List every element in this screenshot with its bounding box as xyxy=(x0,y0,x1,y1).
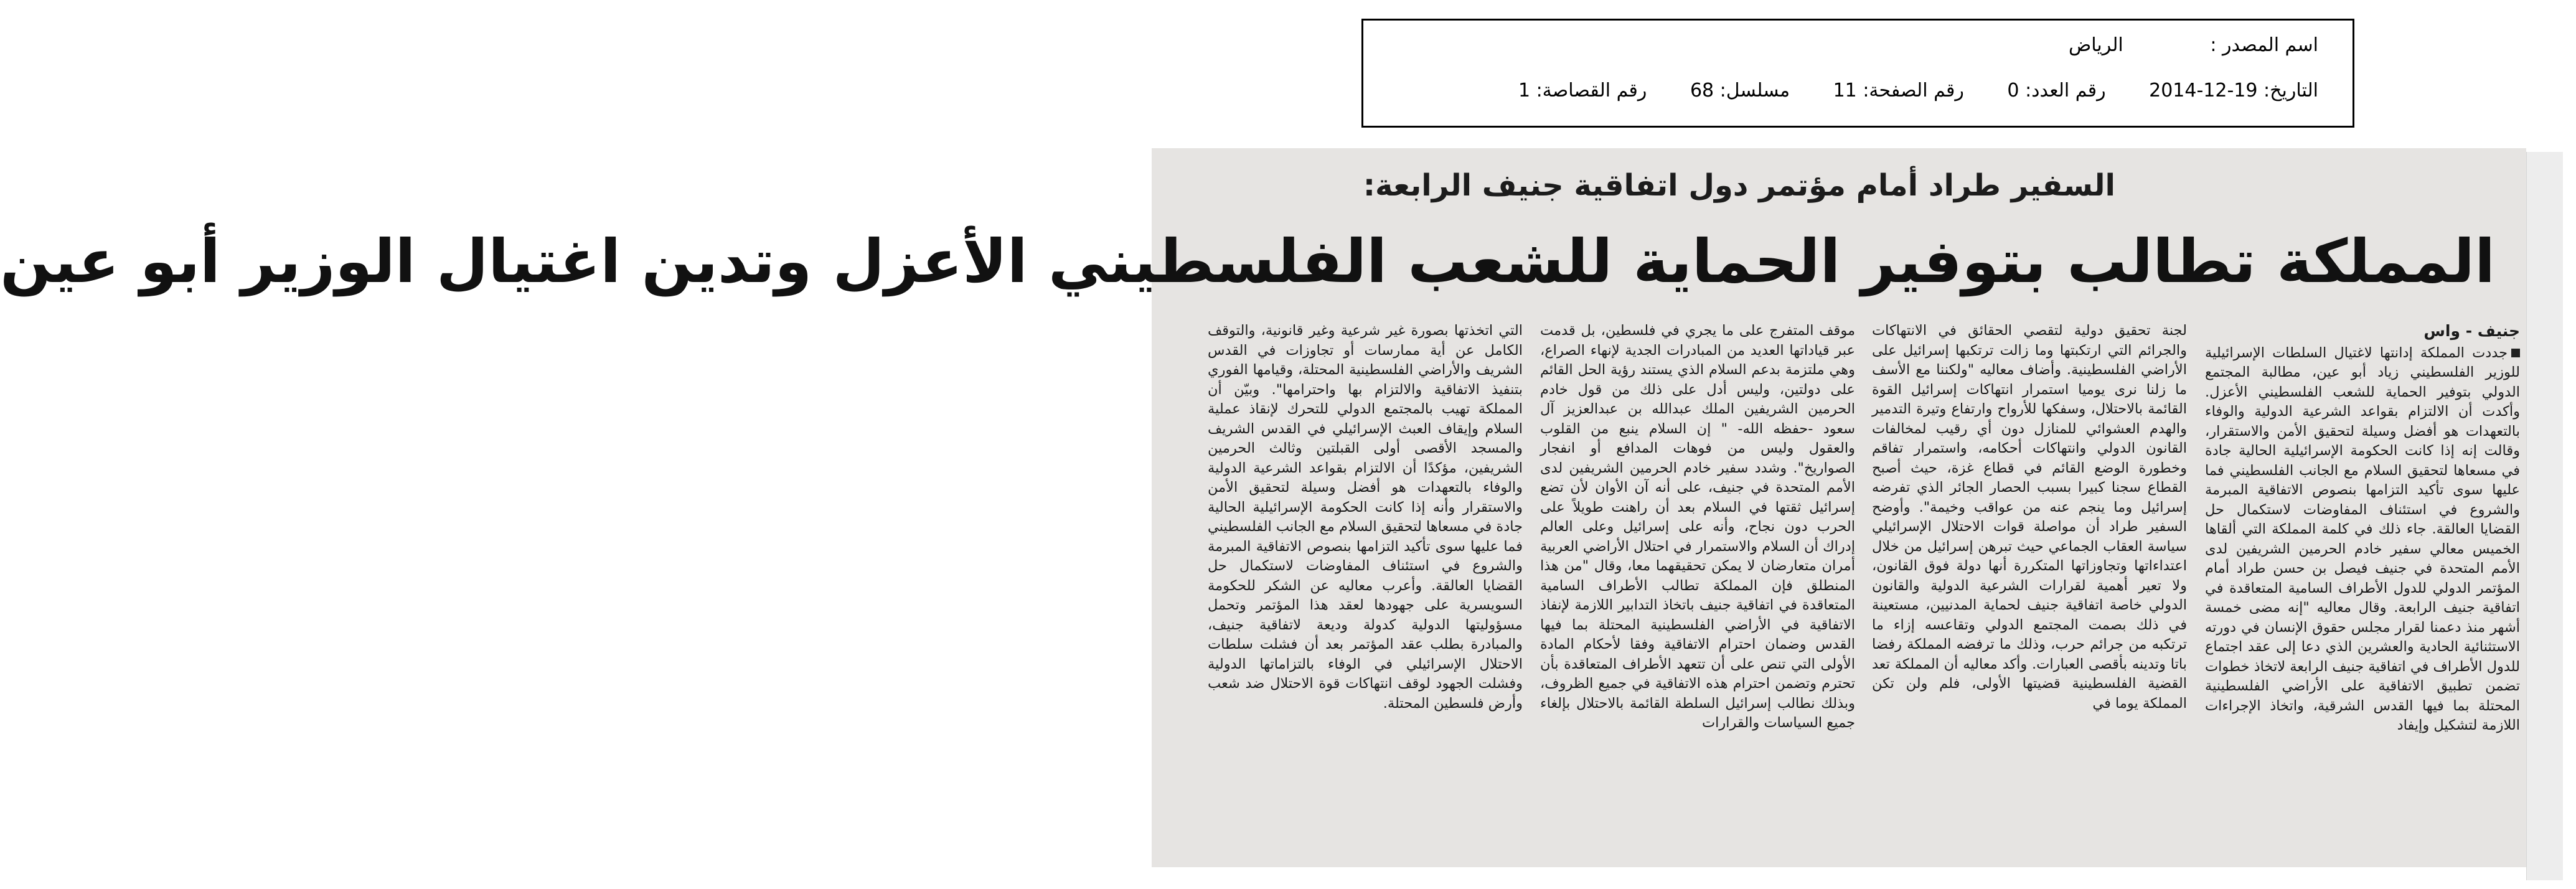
column-text: لجنة تحقيق دولية لتقصي الحقائق في الانتهاكات والجرائم التي ارتكبتها وما زالت ترتكبها إسرائيل على الأراضي الفلسطينية. وأضاف معاليه "ولكننا مع الأسف ما زلنا نرى يوميا استمرار انتهاكات إسرائيل القوة القائمة بالاحتلال، وسفكها للأرواح وارتفاع وتيرة التدمير والهدم العشوائي للمنازل دون أي رقيب لمخالفات القانون الدولي وانتهاكات أحكامه، واستمرار تفاقم وخطورة الوضع القائم في قطاع غزة، حيث أصبح القطاع سجنا كبيرا بسبب الحصار الجائر الذي تفرضه إسرائيل وما ينجم عنه من عواقب وخيمة". وأوضح السفير طراد أن مواصلة قوات الاحتلال الإسرائيلي سياسة العقاب الجماعي حيث تبرهن إسرائيل من خلال اعتداءاتها وتجاوزاتها المتكررة أنها دولة فوق القانون، ولا تعير أهمية لقرارات الشرعية الدولية والقانون الدولي خاصة اتفاقية جنيف لحماية المدنيين، مستعينة في ذلك بصمت المجتمع الدولي وتقاعسه إزاء ما ترتكبه من جرائم حرب، وذلك ما ترفضه المملكة رفضا باتا وتدينه بأقصى العبارات. وأكد معاليه أن المملكة تعد القضية الفلسطينية قضيتها الأولى، فلم ولن تكن المملكة يوما في xyxy=(1872,322,2187,712)
page-value: 11 xyxy=(1833,80,1857,101)
source-label: اسم المصدر : xyxy=(2210,34,2318,56)
article-kicker: السفير طراد أمام مؤتمر دول اتفاقية جنيف الرابعة: xyxy=(1363,168,2115,203)
square-bullet-icon xyxy=(2511,349,2520,357)
article-column-2 xyxy=(1872,321,2187,863)
date-label: التاريخ: xyxy=(2263,80,2318,101)
serial-label: مسلسل: xyxy=(1719,80,1790,101)
column-text: موقف المتفرج على ما يجري في فلسطين، بل قدمت عبر قياداتها العديد من المبادرات الجدية لإنهاء الصراع، وهي ملتزمة بدعم السلام الذي يستند رؤية الحل القائم على دولتين، وليس أدل على ذلك من قول خادم الحرمين الشريفين الملك عبدالله بن عبدالعزيز آل سعود -حفظه الله- " إن السلام ينبع من القلوب والعقول وليس من فوهات المدافع أو انفجار الصواريخ". وشدد سفير خادم الحرمين الشريفين لدى الأمم المتحدة في جنيف، على أنه آن الأوان لأن تضع إسرائيل ثقتها في السلام بعد أن راهنت طويلاً على الحرب دون نجاح، وأنه على إسرائيل وعلى العالم إدراك أن السلام والاستمرار في احتلال الأراضي العربية أمران متعارضان لا يمكن تحقيقهما معا، وقال "من هذا المنطلق فإن المملكة تطالب الأطراف السامية المتعاقدة في اتفاقية جنيف باتخاذ التدابير اللازمة لإنفاذ الاتفاقية في الأراضي الفلسطينية المحتلة بما فيها القدس وضمان احترام الاتفاقية وفقا لأحكام المادة الأولى التي تنص على أن تتعهد الأطراف المتعاقدة بأن تحترم وتضمن احترام هذه الاتفاقية في جميع الظروف، وبذلك نطالب إسرائيل السلطة القائمة بالاحتلال بإلغاء جميع السياسات والقرارات xyxy=(1540,322,1855,731)
clipping-paper-edge xyxy=(2526,152,2563,880)
serial-value: 68 xyxy=(1690,80,1714,101)
article-column-3 xyxy=(1540,321,1855,863)
column-text: جددت المملكة إدانتها لاغتيال السلطات الإسرائيلية للوزير الفلسطيني زياد أبو عين، مطالبة المجتمع الدولي بتوفير الحماية للشعب الفلسطيني الأعزل. وأكدت أن الالتزام بقواعد الشرعية الدولية والوفاء بالتعهدات هو أفضل وسيلة لتحقيق الأمن والاستقرار، وقالت إنه إذا كانت الحكومة الإسرائيلية الحالية جادة في مسعاها لتحقيق السلام مع الجانب الفلسطيني فما عليها سوى تأكيد التزامها بنصوص الاتفاقية المبرمة والشروع في استئناف المفاوضات لاستكمال حل القضايا العالقة. جاء ذلك في كلمة المملكة التي ألقاها الخميس معالي سفير خادم الحرمين الشريفين لدى الأمم المتحدة في جنيف فيصل بن حسن طراد أمام المؤتمر الدولي للدول الأطراف السامية المتعاقدة في اتفاقية جنيف الرابعة. وقال معاليه "إنه مضى خمسة أشهر منذ دعمنا لقرار مجلس حقوق الإنسان في دورته الاستثنائية الحادية والعشرين الذي دعا إلى عقد اجتماع للدول الأطراف في اتفاقية جنيف الرابعة لاتخاذ خطوات تضمن تطبيق الاتفاقية على الأراضي الفلسطينية المحتلة بما فيها القدس الشرقية، واتخاذ الإجراءات اللازمة لتشكيل وإيفاد xyxy=(2205,344,2520,733)
date-value: 2014-12-19 xyxy=(2149,80,2258,101)
source-row xyxy=(2000,34,2318,56)
article-column-4 xyxy=(1208,321,1523,863)
details-row xyxy=(1518,80,2318,101)
article-headline: المملكة تطالب بتوفير الحماية للشعب الفلسطيني الأعزل وتدين اغتيال الوزير أبو عين xyxy=(0,227,2495,296)
issue-label: رقم العدد: xyxy=(2025,80,2106,101)
page-label: رقم الصفحة: xyxy=(1863,80,1964,101)
issue-value: 0 xyxy=(2007,80,2019,101)
article-dateline: جنيف - واس xyxy=(2423,322,2520,340)
source-value: الرياض xyxy=(2068,34,2123,56)
source-info-box xyxy=(1361,19,2354,128)
newspaper-clipping xyxy=(0,148,2526,867)
clip-value: 1 xyxy=(1518,80,1531,101)
column-text: التي اتخذتها بصورة غير شرعية وغير قانونية، والتوقف الكامل عن أية ممارسات أو تجاوزات في القدس الشريف والأراضي الفلسطينية المحتلة، وقيامها الفوري بتنفيذ الاتفاقية والالتزام بها واحترامها". وبيّن أن المملكة تهيب بالمجتمع الدولي للتحرك لإنقاذ عملية السلام وإيقاف العبث الإسرائيلي في القدس الشريف والمسجد الأقصى أولى القبلتين وثالث الحرمين الشريفين، مؤكدًا أن الالتزام بقواعد الشرعية الدولية والوفاء بالتعهدات هو أفضل وسيلة لتحقيق الأمن والاستقرار وأنه إذا كانت الحكومة الإسرائيلية الحالية جادة في مسعاها لتحقيق السلام مع الجانب الفلسطيني فما عليها سوى تأكيد التزامها بنصوص الاتفاقية المبرمة والشروع في استئناف المفاوضات لاستكمال حل القضايا العالقة. وأعرب معاليه عن الشكر للحكومة السويسرية على جهودها لعقد هذا المؤتمر وتحمل مسؤوليتها الدولية كدولة وديعة لاتفاقية جنيف، والمبادرة بطلب عقد المؤتمر بعد أن فشلت سلطات الاحتلال الإسرائيلي في الوفاء بالتزاماتها الدولية وفشلت الجهود لوقف انتهاكات قوة الاحتلال ضد شعب وأرض فلسطين المحتلة. xyxy=(1207,322,1523,712)
clip-label: رقم القصاصة: xyxy=(1536,80,1647,101)
article-column-1 xyxy=(2205,321,2520,863)
